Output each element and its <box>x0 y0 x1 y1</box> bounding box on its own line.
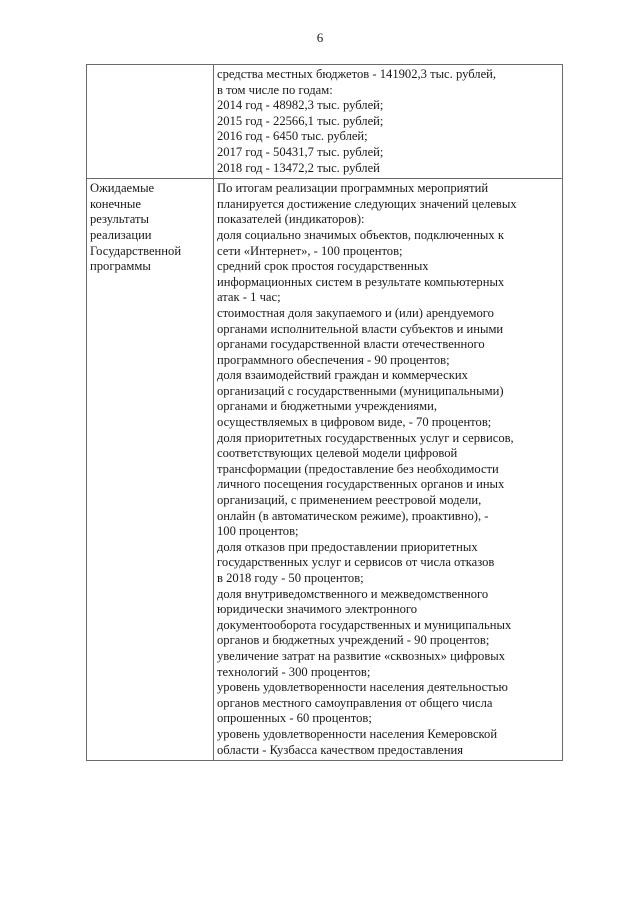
table-row <box>87 179 563 761</box>
value-line: организаций, с применением реестровой модели, <box>217 493 482 508</box>
value-line: увеличение затрат на развитие «сквозных» цифровых <box>217 648 506 663</box>
value-line: доля приоритетных государственных услуг и сервисов, <box>217 430 514 445</box>
program-passport-table <box>86 64 563 761</box>
value-line: юридически значимого электронного <box>217 602 418 617</box>
label-line: реализации <box>90 227 152 242</box>
value-line: атак - 1 час; <box>217 290 281 305</box>
value-line: органами и бюджетными учреждениями, <box>217 399 438 414</box>
label-line: конечные <box>90 196 141 211</box>
value-line: соответствующих целевой модели цифровой <box>217 446 458 461</box>
value-line: онлайн (в автоматическом режиме), проактивно), - <box>217 508 489 523</box>
value-line: органами исполнительной власти субъектов и иными <box>217 321 504 336</box>
value-line: опрошенных - 60 процентов; <box>217 711 372 726</box>
value-line: доля социально значимых объектов, подключенных к <box>217 227 504 242</box>
value-line: информационных систем в результате компьютерных <box>217 274 505 289</box>
value-line: По итогам реализации программных мероприятий <box>217 181 489 196</box>
value-line: доля внутриведомственного и межведомственного <box>217 586 489 601</box>
value-line: программного обеспечения - 90 процентов; <box>217 352 450 367</box>
row-label-cell <box>87 65 214 179</box>
row-label-cell <box>87 179 214 761</box>
label-line: Ожидаемые <box>90 181 155 196</box>
value-line: технологий - 300 процентов; <box>217 664 371 679</box>
value-line: средний срок простоя государственных <box>217 259 429 274</box>
value-line: 2018 год - 13472,2 тыс. рублей <box>217 160 380 175</box>
value-line: планируется достижение следующих значений целевых <box>217 196 517 211</box>
value-line: осуществляемых в цифровом виде, - 70 процентов; <box>217 415 492 430</box>
value-line: 2017 год - 50431,7 тыс. рублей; <box>217 144 384 159</box>
row-value-cell <box>214 179 563 761</box>
value-line: доля отказов при предоставлении приоритетных <box>217 539 478 554</box>
value-line: области - Кузбасса качеством предоставления <box>217 742 464 757</box>
page-number: 6 <box>316 30 324 45</box>
value-line: доля взаимодействий граждан и коммерческих <box>217 368 468 383</box>
label-line: Государственной <box>90 243 182 258</box>
value-line: документооборота государственных и муниципальных <box>217 617 512 632</box>
value-line: органов и бюджетных учреждений - 90 процентов; <box>217 633 490 648</box>
value-line: в 2018 году - 50 процентов; <box>217 571 364 585</box>
value-line: показателей (индикаторов): <box>217 212 365 227</box>
value-line: трансформации (предоставление без необходимости <box>217 461 499 476</box>
value-line: организаций с государственными (муниципальными) <box>217 383 504 398</box>
value-line: государственных услуг и сервисов от числа отказов <box>217 555 495 570</box>
value-line: 2015 год - 22566,1 тыс. рублей; <box>217 113 384 128</box>
value-line: органов местного самоуправления от общего числа <box>217 695 493 710</box>
table-row <box>87 65 563 179</box>
value-line: средства местных бюджетов - 141902,3 тыс. рублей, <box>217 67 497 81</box>
value-line: стоимостная доля закупаемого и (или) арендуемого <box>217 305 494 320</box>
value-line: уровень удовлетворенности населения Кемеровской <box>217 726 498 741</box>
label-line: результаты <box>90 212 149 227</box>
value-line: сети «Интернет», - 100 процентов; <box>217 243 403 258</box>
value-line: 2014 год - 48982,3 тыс. рублей; <box>217 98 384 113</box>
value-line: в том числе по годам: <box>217 82 333 97</box>
value-line: 2016 год - 6450 тыс. рублей; <box>217 129 368 144</box>
value-line: личного посещения государственных органов и иных <box>217 477 505 492</box>
value-line: уровень удовлетворенности населения деятельностью <box>217 680 508 695</box>
value-line: органами государственной власти отечественного <box>217 337 485 352</box>
label-line: программы <box>90 259 151 274</box>
row-value-cell <box>214 65 563 179</box>
value-line: 100 процентов; <box>217 524 299 539</box>
